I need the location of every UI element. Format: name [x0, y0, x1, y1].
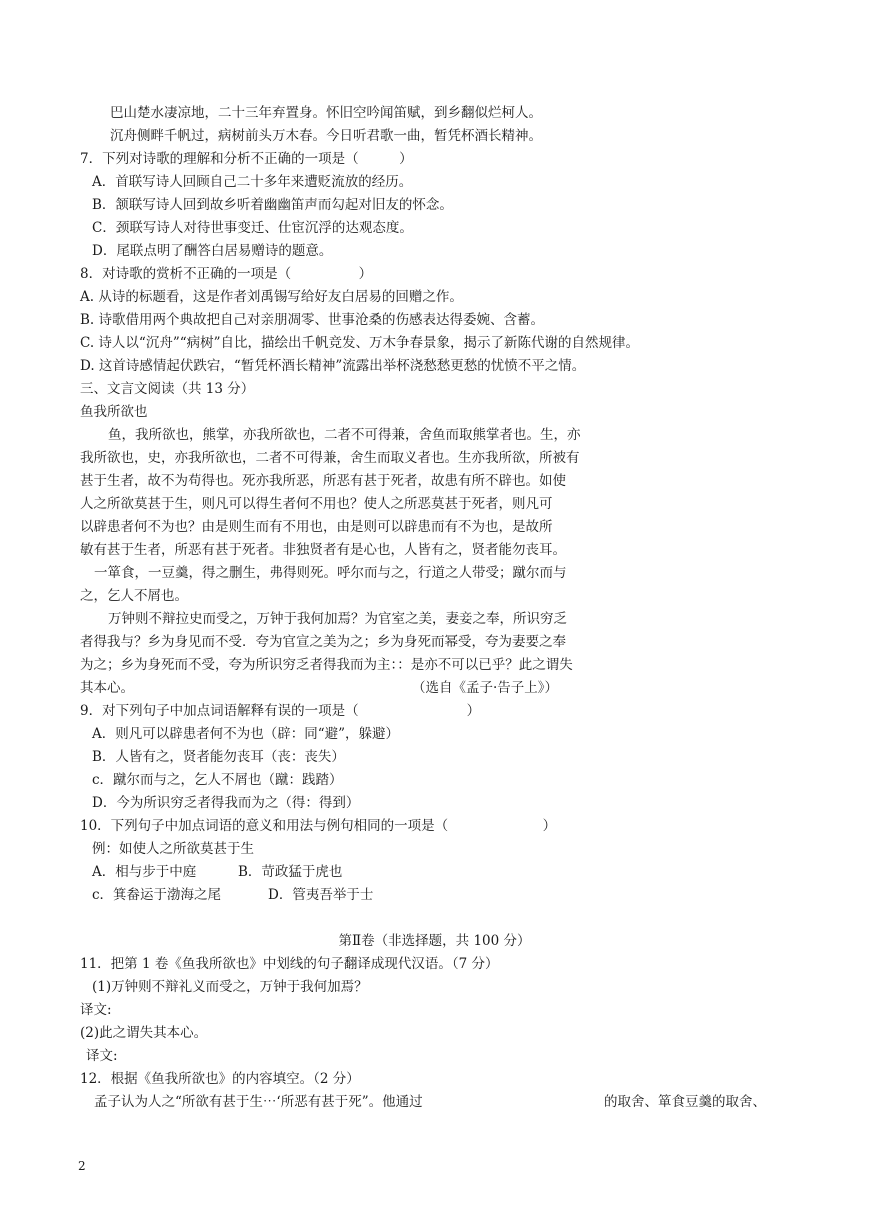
option-c: c．蹴尔而与之，乞人不屑也（蹴：践踏）	[92, 772, 343, 788]
poem-line: 沉舟侧畔千帆过，病树前头万木春。今日听君歌一曲，暂凭杯酒长精神。	[110, 128, 542, 144]
option-c: C. 诗人以“沉舟”“病树”自比，描绘出千帆竞发、万木争春景象，揭示了新陈代谢的自然规律。	[80, 335, 640, 351]
question-7: 7．下列对诗歌的理解和分析不正确的一项是（ ）	[80, 151, 413, 167]
option-a: A．相与步于中庭	[92, 864, 197, 880]
option-d: D．今为所识穷乏者得我而为之（得：得到）	[92, 795, 360, 811]
passage-source: （选自《孟子·告子上》）	[412, 680, 559, 696]
option-b: B．苛政猛于虎也	[238, 864, 343, 880]
fill-blank-line-end: 的取舍、箪食豆羹的取舍、	[604, 1094, 766, 1110]
sub-question: (1)万钟则不辩礼义而受之，万钟于我何加焉？	[92, 979, 368, 995]
example-sentence: 例：如使人之所欲莫甚于生	[92, 841, 254, 857]
passage-line: 人之所欲莫甚于生，则凡可以得生者何不用也？使人之所恶莫甚于死者，则凡可	[80, 496, 553, 512]
passage-line: 我所欲也，史，亦我所欲也，二者不可得兼，舍生而取义者也。生亦我所欲，所被有	[80, 450, 580, 466]
sub-question: (2)此之谓失其本心。	[80, 1025, 208, 1041]
passage-line: 之，乞人不屑也。	[80, 588, 188, 604]
page-number: 2	[78, 1159, 86, 1173]
option-a: A. 从诗的标题看，这是作者刘禹锡写给好友白居易的回赠之作。	[80, 289, 463, 305]
answer-label: 译文:	[86, 1048, 118, 1064]
option-d: D. 这首诗感情起伏跌宕，“暂凭杯酒长精神”流露出举杯浇愁愁更愁的忧愤不平之情。	[80, 358, 586, 374]
part-two-heading: 第Ⅱ卷（非选择题，共 100 分）	[338, 933, 531, 949]
passage-line: 其本心。	[80, 680, 134, 696]
passage-line: 鱼，我所欲也，熊掌，亦我所欲也，二者不可得兼，舍鱼而取熊掌者也。生，亦	[108, 427, 581, 443]
option-a: A．则凡可以辟患者何不为也（辟：同“避”，躲避）	[92, 726, 400, 742]
question-11: 11．把第 1 卷《鱼我所欲也》中划线的句子翻译成现代汉语。（7 分）	[80, 956, 499, 972]
passage-line: 者得我与？乡为身见而不受．夸为官宣之美为之；乡为身死而幂受，夸为妻要之奉	[80, 634, 566, 650]
option-b: B．人皆有之，贤者能勿丧耳（丧：丧失）	[92, 749, 345, 765]
option-c: C．颈联写诗人对待世事变迁、仕宦沉浮的达观态度。	[92, 220, 413, 236]
option-c: c．箕畚运于渤海之尾	[92, 887, 222, 903]
passage-line: 敏有甚于生者，所恶有甚于死者。非独贤者有是心也，人皆有之，贤者能勿丧耳。	[80, 542, 566, 558]
passage-line: 以辟患者何不为也？由是则生而有不用也，由是则可以辟患而有不为也，是故所	[80, 519, 553, 535]
option-d: D．管夷吾举于士	[268, 887, 374, 903]
passage-title: 鱼我所欲也	[80, 404, 148, 420]
passage-line: 一箪食，一豆羹，得之删生，弗得则死。呼尔而与之，行道之人带受；蹴尔而与	[94, 565, 567, 581]
poem-line: 巴山楚水凄凉地，二十三年弃置身。怀旧空吟闻笛赋，到乡翻似烂柯人。	[110, 105, 542, 121]
question-12: 12．根据《鱼我所欲也》的内容填空。（2 分）	[80, 1071, 360, 1087]
passage-line: 万钟则不辩拉史而受之，万钟于我何加焉？为官室之美，妻妾之奉，所识穷乏	[108, 611, 567, 627]
fill-blank-line: 孟子认为人之“所欲有甚于生⋯‘所恶有甚于死”。他通过	[94, 1094, 423, 1110]
section-heading: 三、文言文阅读（共 13 分）	[80, 381, 255, 397]
option-d: D．尾联点明了酬答白居易赠诗的题意。	[92, 243, 333, 259]
answer-label: 译文:	[80, 1002, 112, 1018]
option-b: B. 诗歌借用两个典故把自己对亲朋凋零、世事沧桑的伤感表达得委婉、含蓄。	[80, 312, 545, 328]
passage-line: 为之；乡为身死而不受，夸为所识穷乏者得我而为主：：是亦不可以已乎？此之谓失	[80, 657, 573, 673]
question-9: 9．对下列句子中加点词语解释有误的一项是（ ）	[80, 703, 481, 719]
passage-line: 甚于生者，故不为苟得也。死亦我所恶，所恶有甚于死者，故患有所不辟也。如使	[80, 473, 566, 489]
option-a: A．首联写诗人回顾自己二十多年来遭贬流放的经历。	[92, 174, 413, 190]
option-b: B．颔联写诗人回到故乡听着幽幽笛声而勾起对旧友的怀念。	[92, 197, 453, 213]
question-10: 10．下列句子中加点词语的意义和用法与例句相同的一项是（ ）	[80, 818, 557, 834]
question-8: 8．对诗歌的赏析不正确的一项是（ ）	[80, 266, 373, 282]
